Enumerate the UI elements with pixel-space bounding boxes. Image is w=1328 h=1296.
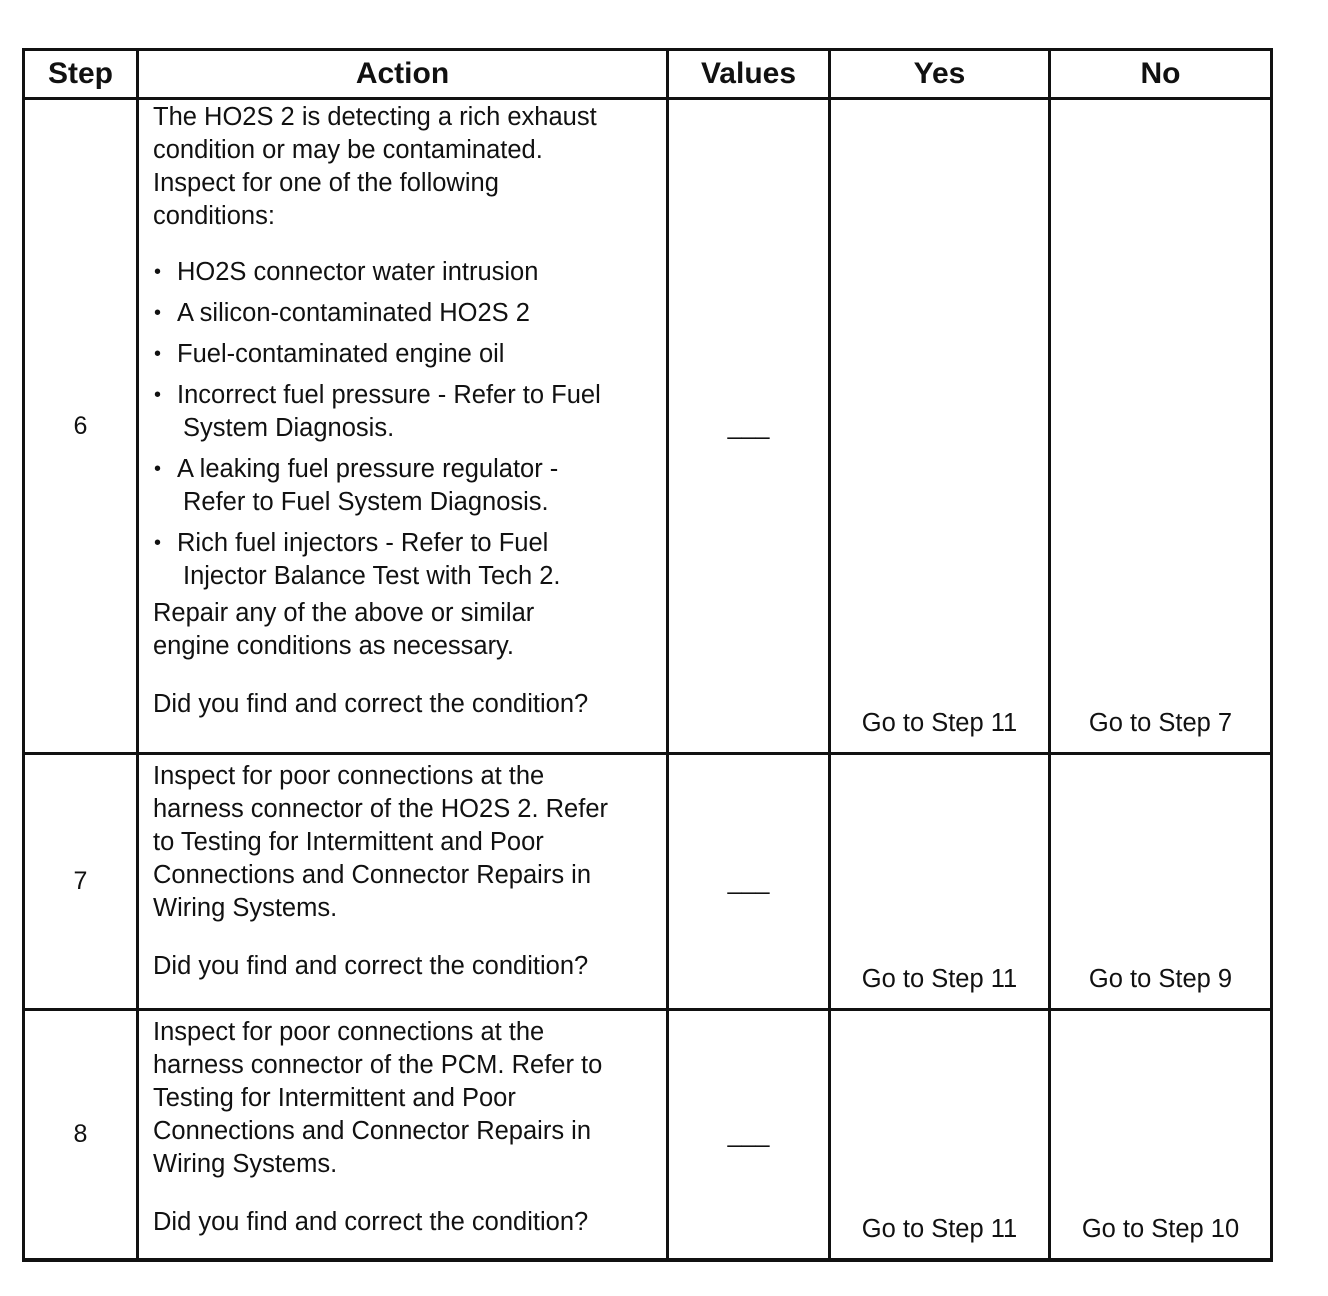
yes-goto-link: Go to Step 11 bbox=[861, 709, 1018, 737]
list-item-text-continued: Injector Balance Test with Tech 2. bbox=[183, 562, 561, 590]
list-item bbox=[153, 453, 656, 519]
list-item bbox=[153, 338, 656, 371]
text-line: Wiring Systems. bbox=[153, 1150, 338, 1178]
text-line: Repair any of the above or similar bbox=[153, 599, 535, 627]
list-item-text: Fuel-contaminated engine oil bbox=[177, 340, 505, 368]
list-item-text: Rich fuel injectors - Refer to Fuel bbox=[177, 529, 549, 557]
action-question: Did you find and correct the condition? bbox=[153, 952, 589, 980]
header-no: No bbox=[1050, 50, 1272, 99]
text-line: harness connector of the PCM. Refer to bbox=[153, 1051, 603, 1079]
text-line: engine conditions as necessary. bbox=[153, 632, 514, 660]
text-line: conditions: bbox=[153, 202, 275, 230]
text-line: Inspect for poor connections at the bbox=[153, 762, 545, 790]
bullet-dot-icon: • bbox=[154, 261, 162, 283]
yes-cell bbox=[830, 99, 1050, 754]
values-cell: ___ bbox=[668, 1010, 830, 1261]
list-item-text: HO2S connector water intrusion bbox=[177, 258, 539, 286]
action-outro bbox=[153, 597, 656, 663]
yes-cell bbox=[830, 1010, 1050, 1261]
text-line: condition or may be contaminated. bbox=[153, 136, 543, 164]
text-line: Connections and Connector Repairs in bbox=[153, 1117, 592, 1145]
no-cell bbox=[1050, 99, 1272, 754]
step-number: 6 bbox=[24, 99, 138, 754]
text-line: Wiring Systems. bbox=[153, 894, 338, 922]
text-line: Inspect for one of the following bbox=[153, 169, 499, 197]
values-cell: ___ bbox=[668, 99, 830, 754]
list-item bbox=[153, 256, 656, 289]
list-item-text-continued: Refer to Fuel System Diagnosis. bbox=[183, 488, 549, 516]
bullet-dot-icon: • bbox=[154, 384, 162, 406]
list-item bbox=[153, 379, 656, 445]
yes-cell bbox=[830, 754, 1050, 1010]
table-row bbox=[24, 754, 1272, 1010]
action-intro bbox=[153, 101, 656, 233]
text-line: harness connector of the HO2S 2. Refer bbox=[153, 795, 608, 823]
bullet-dot-icon: • bbox=[154, 343, 162, 365]
bullet-dot-icon: • bbox=[154, 458, 162, 480]
no-goto-link: Go to Step 9 bbox=[1088, 965, 1233, 993]
yes-goto-link: Go to Step 11 bbox=[861, 1215, 1018, 1243]
header-action: Action bbox=[138, 50, 668, 99]
header-row bbox=[24, 50, 1272, 99]
no-goto-link: Go to Step 7 bbox=[1088, 709, 1233, 737]
list-item-text-continued: System Diagnosis. bbox=[183, 414, 395, 442]
condition-list bbox=[153, 256, 656, 593]
list-item-text: A leaking fuel pressure regulator - bbox=[177, 455, 559, 483]
no-cell bbox=[1050, 1010, 1272, 1261]
action-intro bbox=[153, 1016, 656, 1181]
text-line: Connections and Connector Repairs in bbox=[153, 861, 592, 889]
header-values: Values bbox=[668, 50, 830, 99]
text-line: The HO2S 2 is detecting a rich exhaust bbox=[153, 103, 597, 131]
table-row bbox=[24, 99, 1272, 754]
bullet-dot-icon: • bbox=[154, 302, 162, 324]
table-row bbox=[24, 1010, 1272, 1261]
bullet-dot-icon: • bbox=[154, 532, 162, 554]
header-yes: Yes bbox=[830, 50, 1050, 99]
text-line: to Testing for Intermittent and Poor bbox=[153, 828, 544, 856]
action-intro bbox=[153, 760, 656, 925]
list-item bbox=[153, 297, 656, 330]
header-step: Step bbox=[24, 50, 138, 99]
no-goto-link: Go to Step 10 bbox=[1081, 1215, 1240, 1243]
list-item bbox=[153, 527, 656, 593]
action-cell bbox=[138, 1010, 668, 1261]
action-question: Did you find and correct the condition? bbox=[153, 1208, 589, 1236]
action-question: Did you find and correct the condition? bbox=[153, 690, 589, 718]
diagnostic-steps-table bbox=[22, 48, 1273, 1262]
list-item-text: A silicon-contaminated HO2S 2 bbox=[177, 299, 530, 327]
step-number: 8 bbox=[24, 1010, 138, 1261]
action-cell bbox=[138, 99, 668, 754]
action-cell bbox=[138, 754, 668, 1010]
no-cell bbox=[1050, 754, 1272, 1010]
values-cell: ___ bbox=[668, 754, 830, 1010]
text-line: Testing for Intermittent and Poor bbox=[153, 1084, 516, 1112]
yes-goto-link: Go to Step 11 bbox=[861, 965, 1018, 993]
step-number: 7 bbox=[24, 754, 138, 1010]
list-item-text: Incorrect fuel pressure - Refer to Fuel bbox=[177, 381, 601, 409]
text-line: Inspect for poor connections at the bbox=[153, 1018, 545, 1046]
